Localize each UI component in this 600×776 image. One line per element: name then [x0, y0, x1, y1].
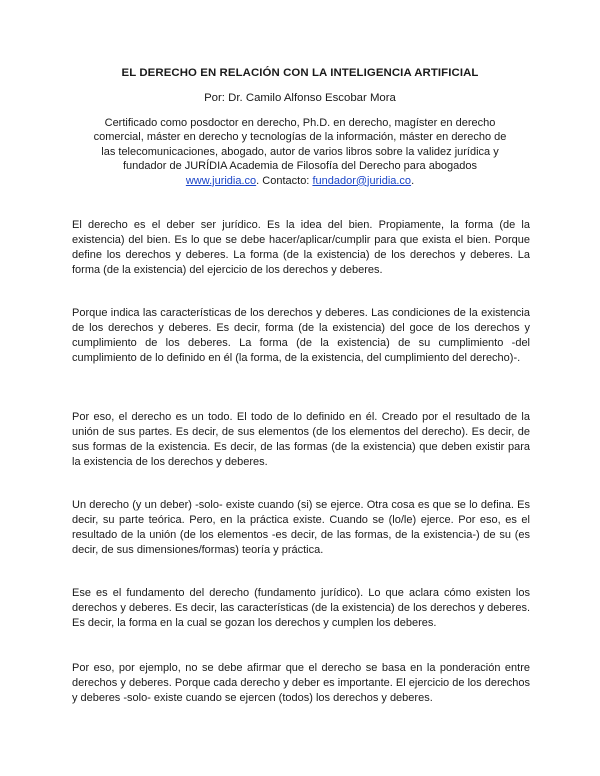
document-header — [90, 66, 510, 188]
paragraph-3: Por eso, el derecho es un todo. El todo de lo definido en él. Creado por el resultado de la unión de sus partes. Es decir, de sus elementos (de los elementos del derecho). Es decir, de sus formas de la existencia. Es decir, de las formas (de la existencia) que deben existir para la existencia de los derechos y deberes. — [72, 411, 530, 468]
document-title: EL DERECHO EN RELACIÓN CON LA INTELIGENCIA ARTIFICIAL — [121, 67, 479, 79]
author-credentials — [90, 116, 510, 188]
author-line: Por: Dr. Camilo Alfonso Escobar Mora — [204, 92, 396, 104]
paragraph-2: Porque indica las características de los derechos y deberes. Las condiciones de la existencia de los derechos y deberes. Es decir, forma (de la existencia) del goce de los derechos y cumplimiento de los deberes. La forma (de la existencia) de su cumplimiento -del cumplimiento de lo definido en él (la forma, de la existencia, del cumplimiento del derecho)-. — [72, 307, 530, 364]
paragraph-1: El derecho es el deber ser jurídico. Es la idea del bien. Propiamente, la forma (de la existencia) del bien. Es lo que se debe hacer/aplicar/cumplir para que exista el bien. Porque define los derechos y deberes. La forma (de la existencia) de los derechos y deberes. La forma (de la existencia) del ejercicio de los derechos y deberes. — [72, 219, 530, 276]
website-link[interactable]: www.juridia.co — [185, 174, 257, 187]
contact-label: . Contacto: — [256, 174, 313, 187]
paragraph-4: Un derecho (y un deber) -solo- existe cuando (si) se ejerce. Otra cosa es que se lo defina. Es decir, su parte teórica. Pero, en la práctica existe. Cuando se (lo/le) ejerce. Por eso, es el resultado de la unión (de los elementos -es decir, de las formas, de la existencia-) de su (es decir, de sus dimensiones/formas) teoría y práctica. — [72, 499, 530, 556]
email-link[interactable]: fundador@juridia.co — [312, 174, 412, 187]
paragraph-5: Ese es el fundamento del derecho (fundamento jurídico). Lo que aclara cómo existen los derechos y deberes. Es decir, las características (de la existencia) de los derechos y deberes. Es decir, la forma en la cual se gozan los derechos y cumplen los deberes. — [72, 587, 530, 629]
paragraph-6: Por eso, por ejemplo, no se debe afirmar que el derecho se basa en la ponderación entre derechos y deberes. Porque cada derecho y deber es importante. El ejercicio de los derechos y deberes -solo- existe cuando se ejercen (todos) los derechos y deberes. — [72, 662, 530, 704]
credentials-text: Certificado como posdoctor en derecho, Ph.D. en derecho, magíster en derecho comercial, máster en derecho y tecnologías de la información, máster en derecho de las telecomunicaciones, abogado, autor de varios libros sobre la validez jurídica y fundador de JURÍDIA Academia de Filosofía del Derecho para abogados — [93, 117, 507, 173]
end-period: . — [411, 174, 415, 187]
